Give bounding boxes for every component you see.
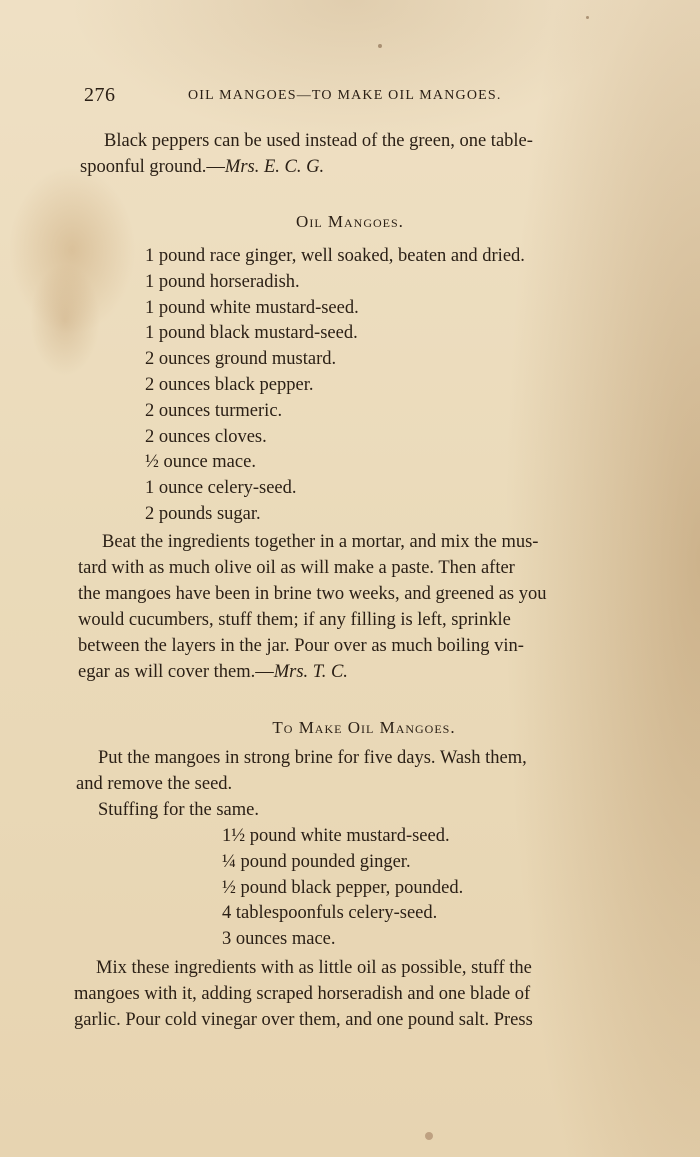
to-make-intro-line-2: and remove the seed. — [76, 774, 233, 794]
directions-line: garlic. Pour cold vinegar over them, and one pound salt. Press — [74, 1010, 533, 1030]
section-title-oil-mangoes: Oil Mangoes. — [296, 212, 404, 231]
directions-line: tard with as much olive oil as will make a paste. Then after — [78, 558, 515, 578]
directions-line: Mix these ingredients with as little oil as possible, stuff the — [96, 958, 532, 978]
directions-last-line: egar as will cover them.—Mrs. T. C. — [78, 662, 348, 682]
intro-attribution: Mrs. E. C. G. — [224, 157, 325, 177]
ingredient-item: 2 ounces ground mustard. — [145, 349, 337, 370]
directions-line: the mangoes have been in brine two weeks, and greened as you — [78, 584, 547, 604]
stuffing-label: Stuffing for the same. — [98, 800, 259, 820]
ingredient-item: ½ ounce mace. — [145, 452, 256, 473]
ingredient-item: 1 pound white mustard-seed. — [145, 297, 359, 318]
ingredient-item: 1 pound black mustard-seed. — [145, 323, 358, 344]
ink-speck — [425, 1132, 433, 1140]
intro-line-1: Black peppers can be used instead of the green, one table- — [104, 131, 533, 151]
ingredient-item: ¼ pound pounded ginger. — [222, 851, 411, 872]
stuffing-ingredient-list — [222, 824, 463, 953]
ingredient-item: 1½ pound white mustard-seed. — [222, 826, 450, 846]
page-number: 276 — [84, 84, 116, 106]
ingredient-item: 2 ounces turmeric. — [145, 400, 283, 421]
ingredient-item: 2 ounces black pepper. — [145, 374, 314, 395]
directions-line: Beat the ingredients together in a mortar, and mix the mus- — [102, 532, 539, 552]
intro-line-2: spoonful ground.—Mrs. E. C. G. — [80, 157, 325, 177]
directions-line: mangoes with it, adding scraped horseradish and one blade of — [74, 984, 531, 1004]
ingredient-item: 2 ounces cloves. — [145, 426, 267, 447]
running-head: OIL MANGOES—TO MAKE OIL MANGOES. — [188, 88, 502, 103]
directions-line: would cucumbers, stuff them; if any filling is left, sprinkle — [78, 610, 511, 630]
ingredient-item: 1 ounce celery-seed. — [145, 478, 297, 499]
oil-mangoes-ingredient-list — [145, 244, 525, 528]
page-header — [84, 84, 564, 108]
ingredient-item: 1 pound race ginger, well soaked, beaten and dried. — [145, 246, 525, 266]
ingredient-item: ½ pound black pepper, pounded. — [222, 877, 464, 898]
ink-speck — [586, 16, 589, 19]
oil-mangoes-attribution: Mrs. T. C. — [273, 662, 348, 682]
ingredient-item: 4 tablespoonfuls celery-seed. — [222, 903, 438, 924]
to-make-intro-line-1: Put the mangoes in strong brine for five days. Wash them, — [98, 748, 527, 768]
ink-speck — [378, 44, 382, 48]
ingredient-item: 2 pounds sugar. — [145, 503, 261, 524]
section-title-to-make-oil-mangoes: To Make Oil Mangoes. — [272, 718, 456, 737]
ingredient-item: 1 pound horseradish. — [145, 271, 300, 292]
directions-line: between the layers in the jar. Pour over as much boiling vin- — [78, 636, 524, 656]
ingredient-item: 3 ounces mace. — [222, 929, 336, 950]
